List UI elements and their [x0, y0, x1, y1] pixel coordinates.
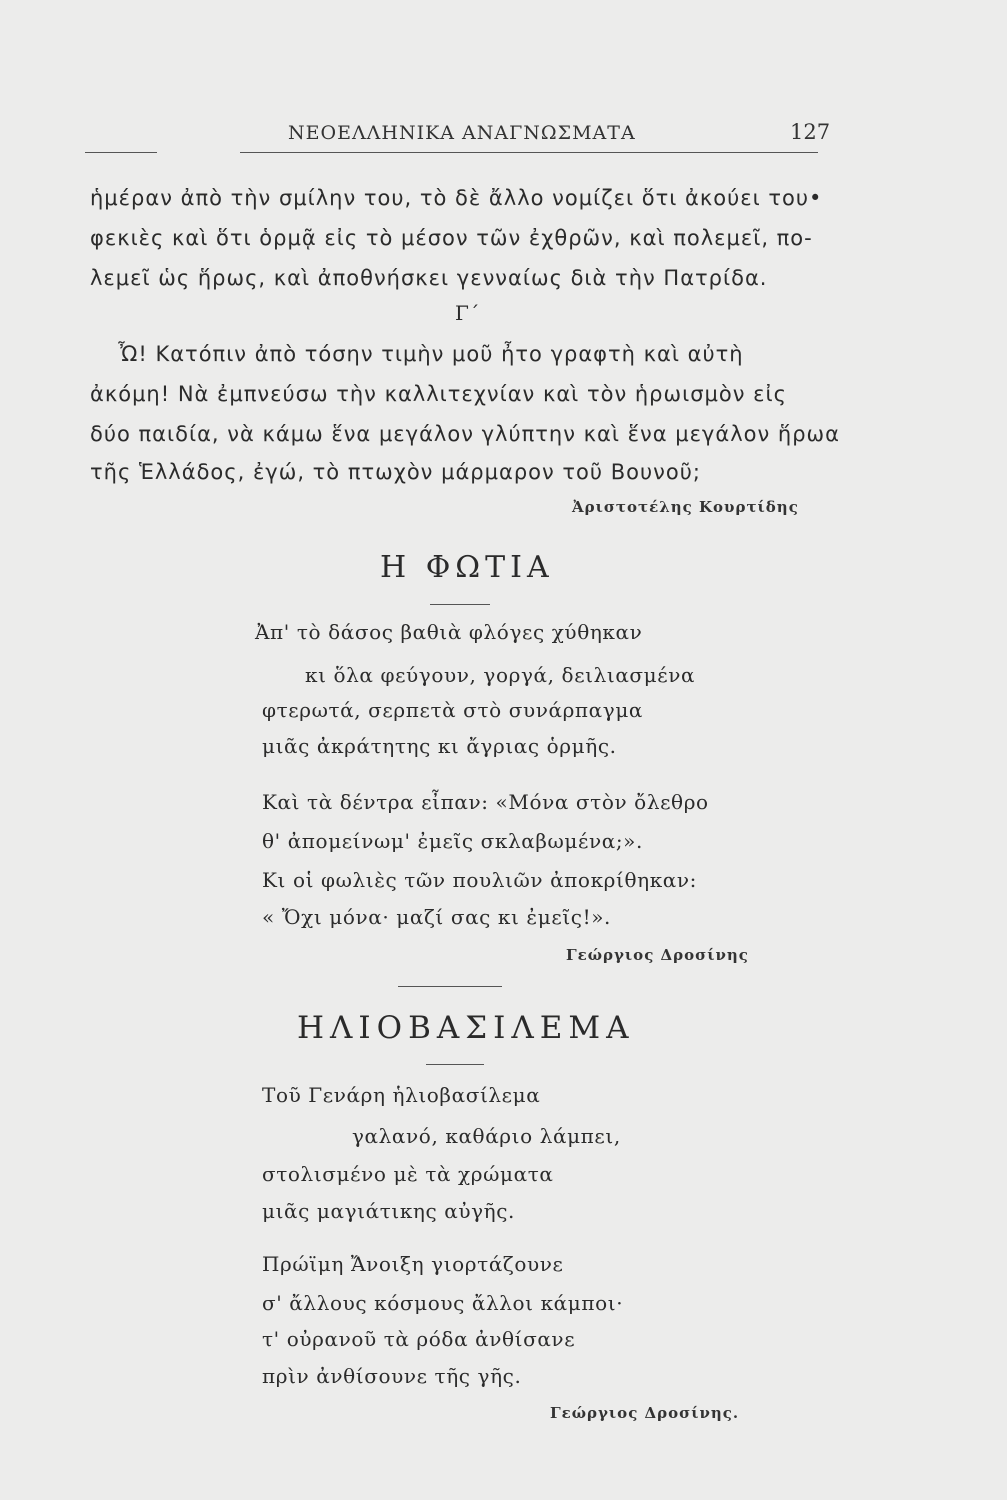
verse-line: πρὶν ἀνθίσουνε τῆς γῆς.	[262, 1364, 522, 1388]
verse-line: φτερωτά, σερπετὰ στὸ συνάρπαγμα	[262, 698, 644, 722]
verse-line: κι ὅλα φεύγουν, γοργά, δειλιασμένα	[305, 663, 696, 687]
prose-line: ἡμέραν ἀπὸ τὴν σμίλην του, τὸ δὲ ἄλλο νομίζει ὅτι ἀκούει του•	[90, 186, 823, 210]
prose-line: τῆς Ἑλλάδος, ἐγώ, τὸ πτωχὸν μάρμαρον τοῦ Βουνοῦ;	[90, 460, 701, 484]
section-divider	[398, 986, 502, 987]
poem-title: ΗΛΙΟΒΑΣΙΛΕΜΑ	[297, 1010, 635, 1046]
verse-line: μιᾶς ἀκράτητης κι ἄγριας ὁρμῆς.	[262, 734, 617, 758]
verse-line: σ' ἄλλους κόσμους ἄλλοι κάμποι·	[262, 1291, 624, 1315]
verse-line: « Ὄχι μόνα· μαζί σας κι ἐμεῖς!».	[262, 905, 611, 929]
header-rule-left	[85, 152, 157, 153]
verse-line: γαλανό, καθάριο λάμπει,	[352, 1124, 621, 1148]
author-signature: Γεώργιος Δροσίνης.	[550, 1404, 740, 1422]
page-number: 127	[790, 120, 831, 144]
title-rule	[430, 604, 490, 605]
prose-line: λεμεῖ ὡς ἥρως, καὶ ἀποθνήσκει γενναίως διὰ τὴν Πατρίδα.	[90, 266, 768, 290]
prose-line: δύο παιδία, νὰ κάμω ἕνα μεγάλον γλύπτην καὶ ἕνα μεγάλον ἥρωα	[90, 422, 840, 446]
verse-line: Κι οἱ φωλιὲς τῶν πουλιῶν ἀποκρίθηκαν:	[262, 868, 697, 892]
verse-line: Καὶ τὰ δέντρα εἶπαν: «Μόνα στὸν ὄλεθρο	[262, 790, 709, 814]
prose-line: ἀκόμη! Νὰ ἐμπνεύσω τὴν καλλιτεχνίαν καὶ τὸν ἡρωισμὸν εἰς	[90, 382, 787, 406]
verse-line: μιᾶς μαγιάτικης αὐγῆς.	[262, 1199, 516, 1223]
section-mark: Γ΄	[455, 301, 480, 325]
verse-line: Ἀπ' τὸ δάσος βαθιὰ φλόγες χύθηκαν	[255, 620, 643, 644]
prose-line: Ὦ! Κατόπιν ἀπὸ τόσην τιμὴν μοῦ ἦτο γραφτὴ καὶ αὐτὴ	[118, 342, 744, 366]
author-signature: Ἀριστοτέλης Κουρτίδης	[572, 498, 799, 516]
running-title: ΝΕΟΕΛΛΗΝΙΚΑ ΑΝΑΓΝΩΣΜΑΤΑ	[288, 122, 636, 144]
author-signature: Γεώργιος Δροσίνης	[566, 946, 749, 964]
verse-line: Πρώϊμη Ἄνοιξη γιορτάζουνε	[262, 1252, 564, 1276]
verse-line: θ' ἀπομείνωμ' ἐμεῖς σκλαβωμένα;».	[262, 829, 643, 853]
header-rule	[240, 152, 818, 153]
verse-line: στολισμένο μὲ τὰ χρώματα	[262, 1162, 554, 1186]
verse-line: τ' οὐρανοῦ τὰ ρόδα ἀνθίσανε	[262, 1327, 576, 1351]
verse-line: Τοῦ Γενάρη ἡλιοβασίλεμα	[262, 1083, 541, 1107]
prose-line: φεκιὲς καὶ ὅτι ὁρμᾷ εἰς τὸ μέσον τῶν ἐχθρῶν, καὶ πολεμεῖ, πο-	[90, 226, 813, 250]
poem-title: Η ΦΩΤΙΑ	[380, 550, 554, 585]
title-rule	[426, 1064, 484, 1065]
